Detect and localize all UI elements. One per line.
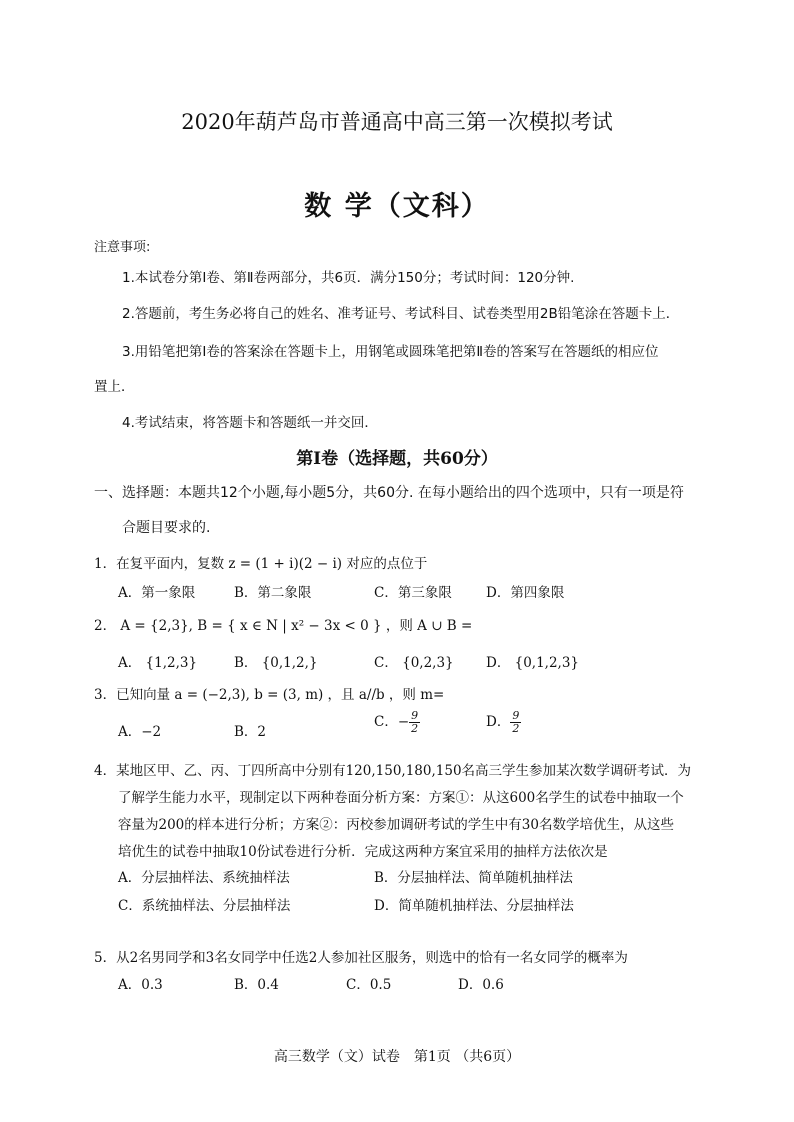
question-2-stem: 2． A = {2,3}, B = { x ∈ N | x² − 3x < 0 } ，则 A ∪ B = [94, 618, 473, 634]
question-1-option-b: B．第二象限 [234, 585, 312, 601]
question-5-option-c: C．0.5 [346, 977, 392, 993]
question-3-option-d-prefix: D． [486, 714, 511, 730]
question-5-option-a: A．0.3 [118, 977, 163, 993]
question-3-option-d [486, 710, 521, 735]
question-2-option-b: B． {0,1,2,} [234, 655, 318, 671]
question-3-stem: 3．已知向量 a = (−2,3), b = (3, m) ，且 a//b ，则 m= [94, 687, 445, 703]
question-2-option-d: D． {0,1,2,3} [486, 655, 580, 671]
subject-title: 数 学（文科） [304, 191, 490, 222]
question-4-line-1: 4．某地区甲、乙、丙、丁四所高中分别有120,150,180,150名高三学生参加某次数学调研考试．为 [94, 763, 692, 779]
question-5-option-b: B．0.4 [234, 977, 279, 993]
question-4-line-3: 容量为200的样本进行分析；方案②：丙校参加调研考试的学生中有30名数学培优生，从这些 [118, 817, 674, 833]
section-intro-line-1: 一、选择题：本题共12个小题,每小题5分，共60分. 在每小题给出的四个选项中，只有一项是符 [94, 485, 684, 501]
question-1-stem: 1．在复平面内，复数 z = (1 + i)(2 − i) 对应的点位于 [94, 556, 428, 572]
question-4-line-4: 培优生的试卷中抽取10份试卷进行分析．完成这两种方案宜采用的抽样方法依次是 [118, 844, 608, 860]
question-1-option-a: A．第一象限 [118, 585, 196, 601]
fraction-denominator: 2 [512, 722, 520, 735]
question-5-option-d: D．0.6 [458, 977, 504, 993]
question-4-option-d: D．简单随机抽样法、分层抽样法 [374, 898, 574, 914]
question-5-stem: 5．从2名男同学和3名女同学中任选2人参加社区服务，则选中的恰有一名女同学的概率为 [94, 950, 628, 966]
question-3-option-c-fraction [409, 710, 420, 735]
question-4-option-c: C．系统抽样法、分层抽样法 [118, 898, 291, 914]
exam-title: 2020年葫芦岛市普通高中高三第一次模拟考试 [181, 110, 613, 134]
question-3-option-b: B．2 [234, 724, 267, 740]
fraction-numerator: 9 [512, 709, 520, 722]
question-2-option-c: C． {0,2,3} [374, 655, 454, 671]
question-3-option-a: A．−2 [118, 724, 162, 740]
fraction-denominator: 2 [411, 722, 419, 735]
notice-item-3-cont: 置上． [94, 379, 135, 395]
fraction-numerator: 9 [411, 709, 419, 722]
section-title: 第Ⅰ卷（选择题，共60分） [296, 449, 498, 469]
question-4-line-2: 了解学生能力水平，现制定以下两种卷面分析方案：方案①：从这600名学生的试卷中抽取一个 [118, 790, 684, 806]
notice-heading: 注意事项: [94, 240, 151, 255]
question-4-option-a: A．分层抽样法、系统抽样法 [118, 870, 290, 886]
question-1-option-c: C．第三象限 [374, 585, 452, 601]
section-intro-line-2: 合题目要求的. [122, 520, 211, 536]
question-3-option-c-prefix: C．− [374, 714, 410, 730]
notice-item-2: 2.答题前，考生务必将自己的姓名、准考证号、考试科目、试卷类型用2B铅笔涂在答题卡上． [122, 306, 680, 322]
question-3-option-d-fraction [510, 710, 521, 735]
question-1-option-d: D．第四象限 [486, 585, 565, 601]
page-footer: 高三数学（文）试卷 第1页 （共6页） [273, 1049, 521, 1065]
question-4-option-b: B．分层抽样法、简单随机抽样法 [374, 870, 573, 886]
question-2-option-a: A． {1,2,3} [118, 655, 198, 671]
notice-item-4: 4.考试结束，将答题卡和答题纸一并交回． [122, 415, 378, 431]
notice-item-1: 1.本试卷分第Ⅰ卷、第Ⅱ卷两部分，共6页．满分150分；考试时间：120分钟. [122, 270, 575, 286]
notice-item-3: 3.用铅笔把第Ⅰ卷的答案涂在答题卡上，用钢笔或圆珠笔把第Ⅱ卷的答案写在答题纸的相应位 [122, 344, 659, 360]
question-3-option-c [374, 710, 420, 735]
